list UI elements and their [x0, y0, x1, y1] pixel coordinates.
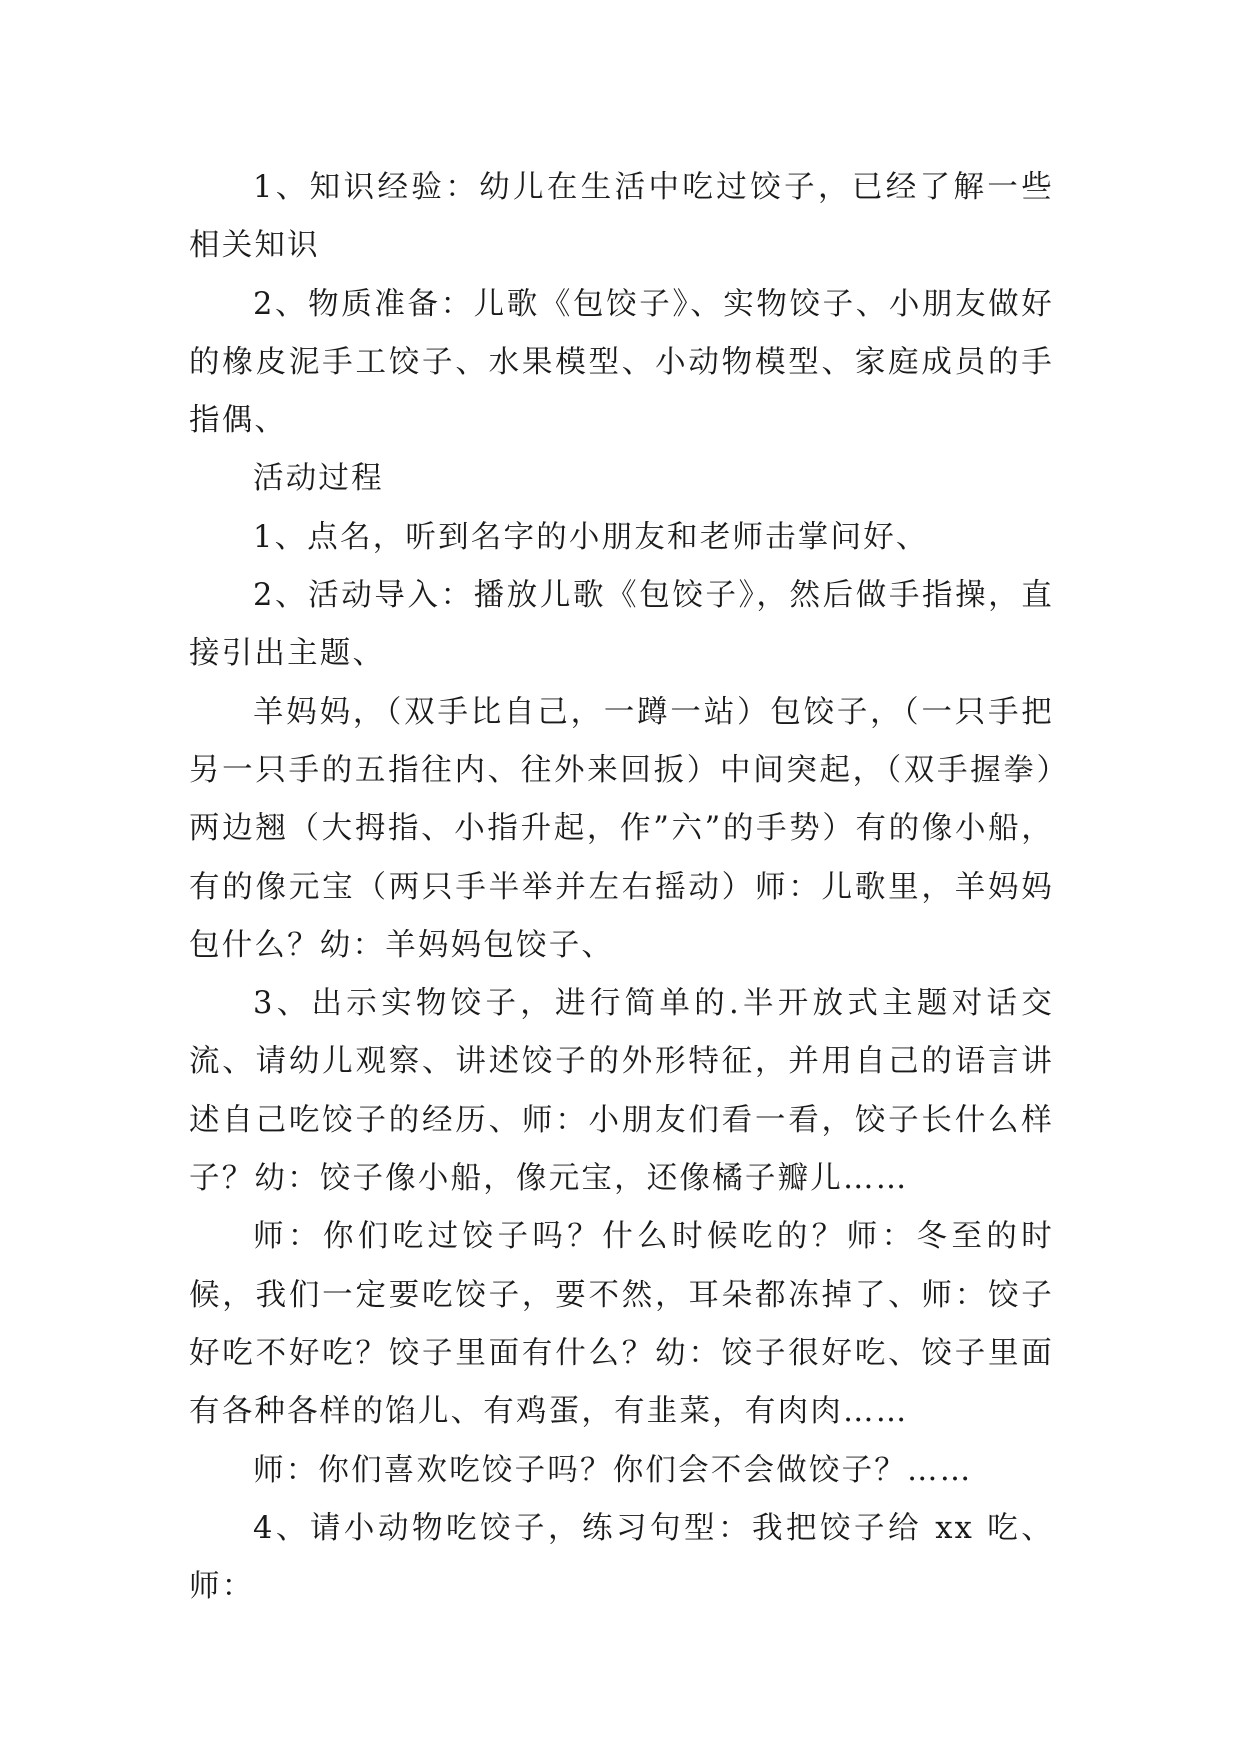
paragraph-show-dumplings: 3、出示实物饺子，进行简单的.半开放式主题对话交流、请幼儿观察、讲述饺子的外形特征，并用自己的语言讲述自己吃饺子的经历、师：小朋友们看一看，饺子长什么样子？幼：饺子像小船，像元宝，还像橘子瓣儿……: [189, 986, 1054, 1197]
paragraph-activity-intro: 2、活动导入：播放儿歌《包饺子》，然后做手指操，直接引出主题、: [189, 578, 1054, 672]
paragraph-roll-call: 1、点名，听到名字的小朋友和老师击掌问好、: [253, 519, 929, 555]
paragraph-material-preparation: 2、物质准备：儿歌《包饺子》、实物饺子、小朋友做好的橡皮泥手工饺子、水果模型、小动物模型、家庭成员的手指偶、: [189, 286, 1054, 439]
paragraph-feed-animals: 4、请小动物吃饺子，练习句型：我把饺子给 xx 吃、师：: [189, 1510, 1054, 1605]
paragraph-nursery-rhyme: 羊妈妈，（双手比自己，一蹲一站）包饺子，（一只手把另一只手的五指往内、往外来回扳）中间突起，（双手握拳）两边翘（大拇指、小指升起，作”六”的手势）有的像小船，有的像元宝（两只手半举并左右摇动）师：儿歌里，羊妈妈包什么？幼：羊妈妈包饺子、: [189, 694, 1054, 963]
paragraph-dialogue-eating: 师：你们吃过饺子吗？什么时候吃的？师：冬至的时候，我们一定要吃饺子，要不然，耳朵都冻掉了、师：饺子好吃不好吃？饺子里面有什么？幼：饺子很好吃、饺子里面有各种各样的馅儿、有鸡蛋，有韭菜，有肉肉……: [189, 1219, 1054, 1430]
paragraph-dialogue-making: 师：你们喜欢吃饺子吗？你们会不会做饺子？……: [253, 1452, 973, 1488]
section-heading-activity-process: 活动过程: [253, 461, 384, 497]
paragraph-knowledge-experience: 1、知识经验：幼儿在生活中吃过饺子，已经了解一些相关知识: [189, 170, 1054, 264]
document-body: [189, 159, 1054, 1616]
